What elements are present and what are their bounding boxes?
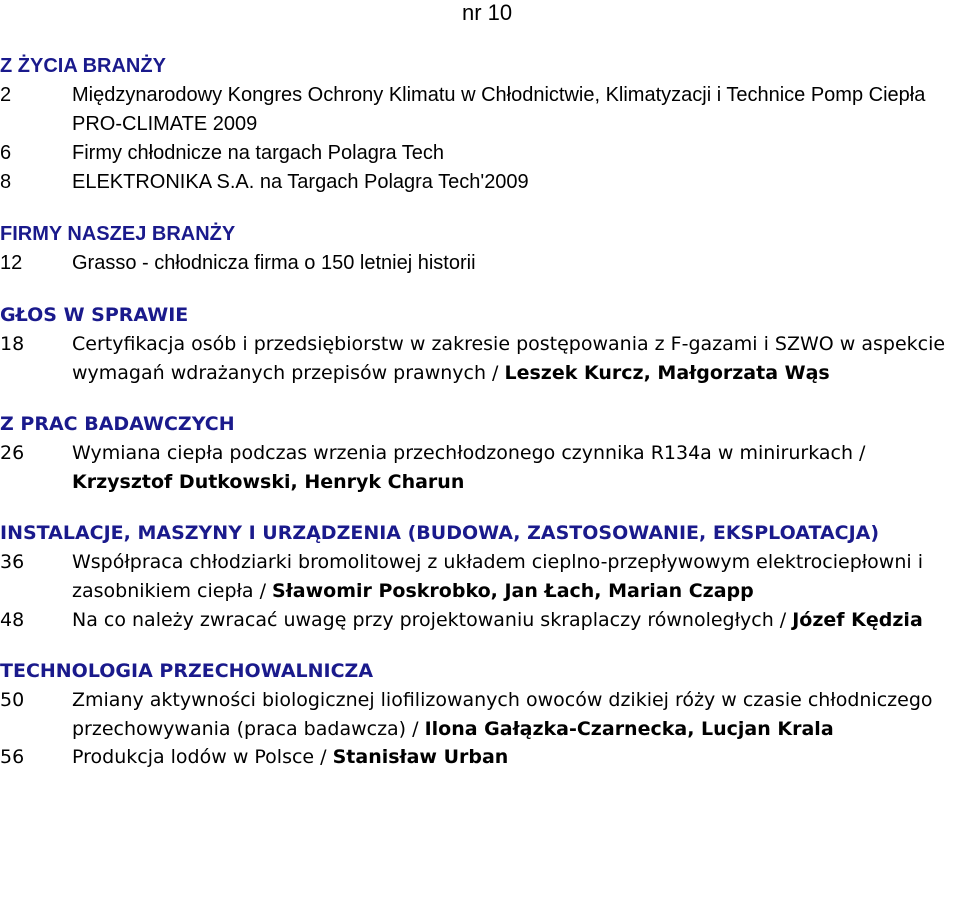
section-title: GŁOS W SPRAWIE: [0, 304, 189, 326]
toc-entry: [0, 686, 958, 743]
article-title: ELEKTRONIKA S.A. na Targach Polagra Tech'2009: [72, 171, 529, 193]
section-title: Z ŻYCIA BRANŻY: [0, 55, 166, 77]
article-title: Na co należy zwracać uwagę przy projektowaniu skraplaczy równoległych /: [72, 608, 793, 631]
toc-entry: [0, 548, 958, 605]
page-number: 56: [0, 746, 25, 769]
toc-entry: [0, 330, 958, 387]
toc-entry: [0, 249, 958, 278]
page-number: 12: [0, 252, 23, 274]
toc-section: [0, 657, 958, 772]
issue-number: nr 10: [462, 0, 513, 25]
toc-section: [0, 52, 958, 197]
toc-section: [0, 410, 958, 496]
section-title: FIRMY NASZEJ BRANŻY: [0, 223, 236, 245]
article-description: [72, 439, 958, 496]
section-title: Z PRAC BADAWCZYCH: [0, 413, 235, 436]
article-authors: Krzysztof Dutkowski, Henryk Charun: [72, 470, 465, 493]
page-number: 26: [0, 442, 25, 465]
article-authors: Stanisław Urban: [332, 746, 509, 769]
article-title: Produkcja lodów w Polsce /: [72, 746, 333, 769]
article-title: Współpraca chłodziarki bromolitowej z układem cieplno-przepływowym elektrociepłowni i zasobnikiem ciepła /: [72, 551, 923, 602]
article-description: [72, 686, 958, 743]
article-title: Międzynarodowy Kongres Ochrony Klimatu w Chłodnictwie, Klimatyzacji i Technice Pomp Ciepła PRO-CLIMATE 2009: [72, 84, 926, 135]
toc-entry: [0, 606, 958, 635]
toc-entry: [0, 139, 958, 168]
article-title: Grasso - chłodnicza firma o 150 letniej historii: [72, 252, 476, 274]
page-number: 48: [0, 608, 25, 631]
article-title: Wymiana ciepła podczas wrzenia przechłodzonego czynnika R134a w minirurkach /: [72, 442, 866, 465]
page-number: 18: [0, 333, 25, 355]
toc-entry: [0, 439, 958, 496]
article-authors: Sławomir Poskrobko, Jan Łach, Marian Czapp: [272, 579, 754, 602]
article-description: [72, 330, 958, 387]
article-description: [72, 548, 958, 605]
article-title: Certyfikacja osób i przedsiębiorstw w zakresie postępowania z F-gazami i SZWO w aspekcie wymagań wdrażanych przepisów prawnych /: [72, 333, 946, 384]
toc-entry: [0, 743, 958, 772]
article-authors: Józef Kędzia: [792, 608, 923, 631]
article-description: [72, 743, 958, 772]
article-title: Zmiany aktywności biologicznej liofilizowanych owoców dzikiej róży w czasie chłodniczego przechowywania (praca badawcza) /: [72, 689, 933, 740]
toc-section: [0, 301, 958, 387]
page-number: 36: [0, 551, 25, 574]
article-authors: Leszek Kurcz, Małgorzata Wąs: [504, 361, 830, 384]
page-number: 8: [0, 171, 12, 193]
section-title: INSTALACJE, MASZYNY I URZĄDZENIA (BUDOWA, ZASTOSOWANIE, EKSPLOATACJA): [0, 522, 880, 545]
article-description: [72, 606, 958, 635]
article-title: Firmy chłodnicze na targach Polagra Tech: [72, 142, 445, 164]
page-number: 2: [0, 84, 12, 106]
toc-entry: [0, 168, 958, 197]
page-number: 6: [0, 142, 12, 164]
toc-section: [0, 220, 958, 278]
article-authors: Ilona Gałązka-Czarnecka, Lucjan Krala: [424, 717, 834, 740]
table-of-contents: [0, 52, 958, 772]
toc-section: [0, 519, 958, 634]
page-number: 50: [0, 689, 25, 712]
toc-entry: [0, 81, 958, 139]
section-title: TECHNOLOGIA PRZECHOWALNICZA: [0, 660, 374, 683]
